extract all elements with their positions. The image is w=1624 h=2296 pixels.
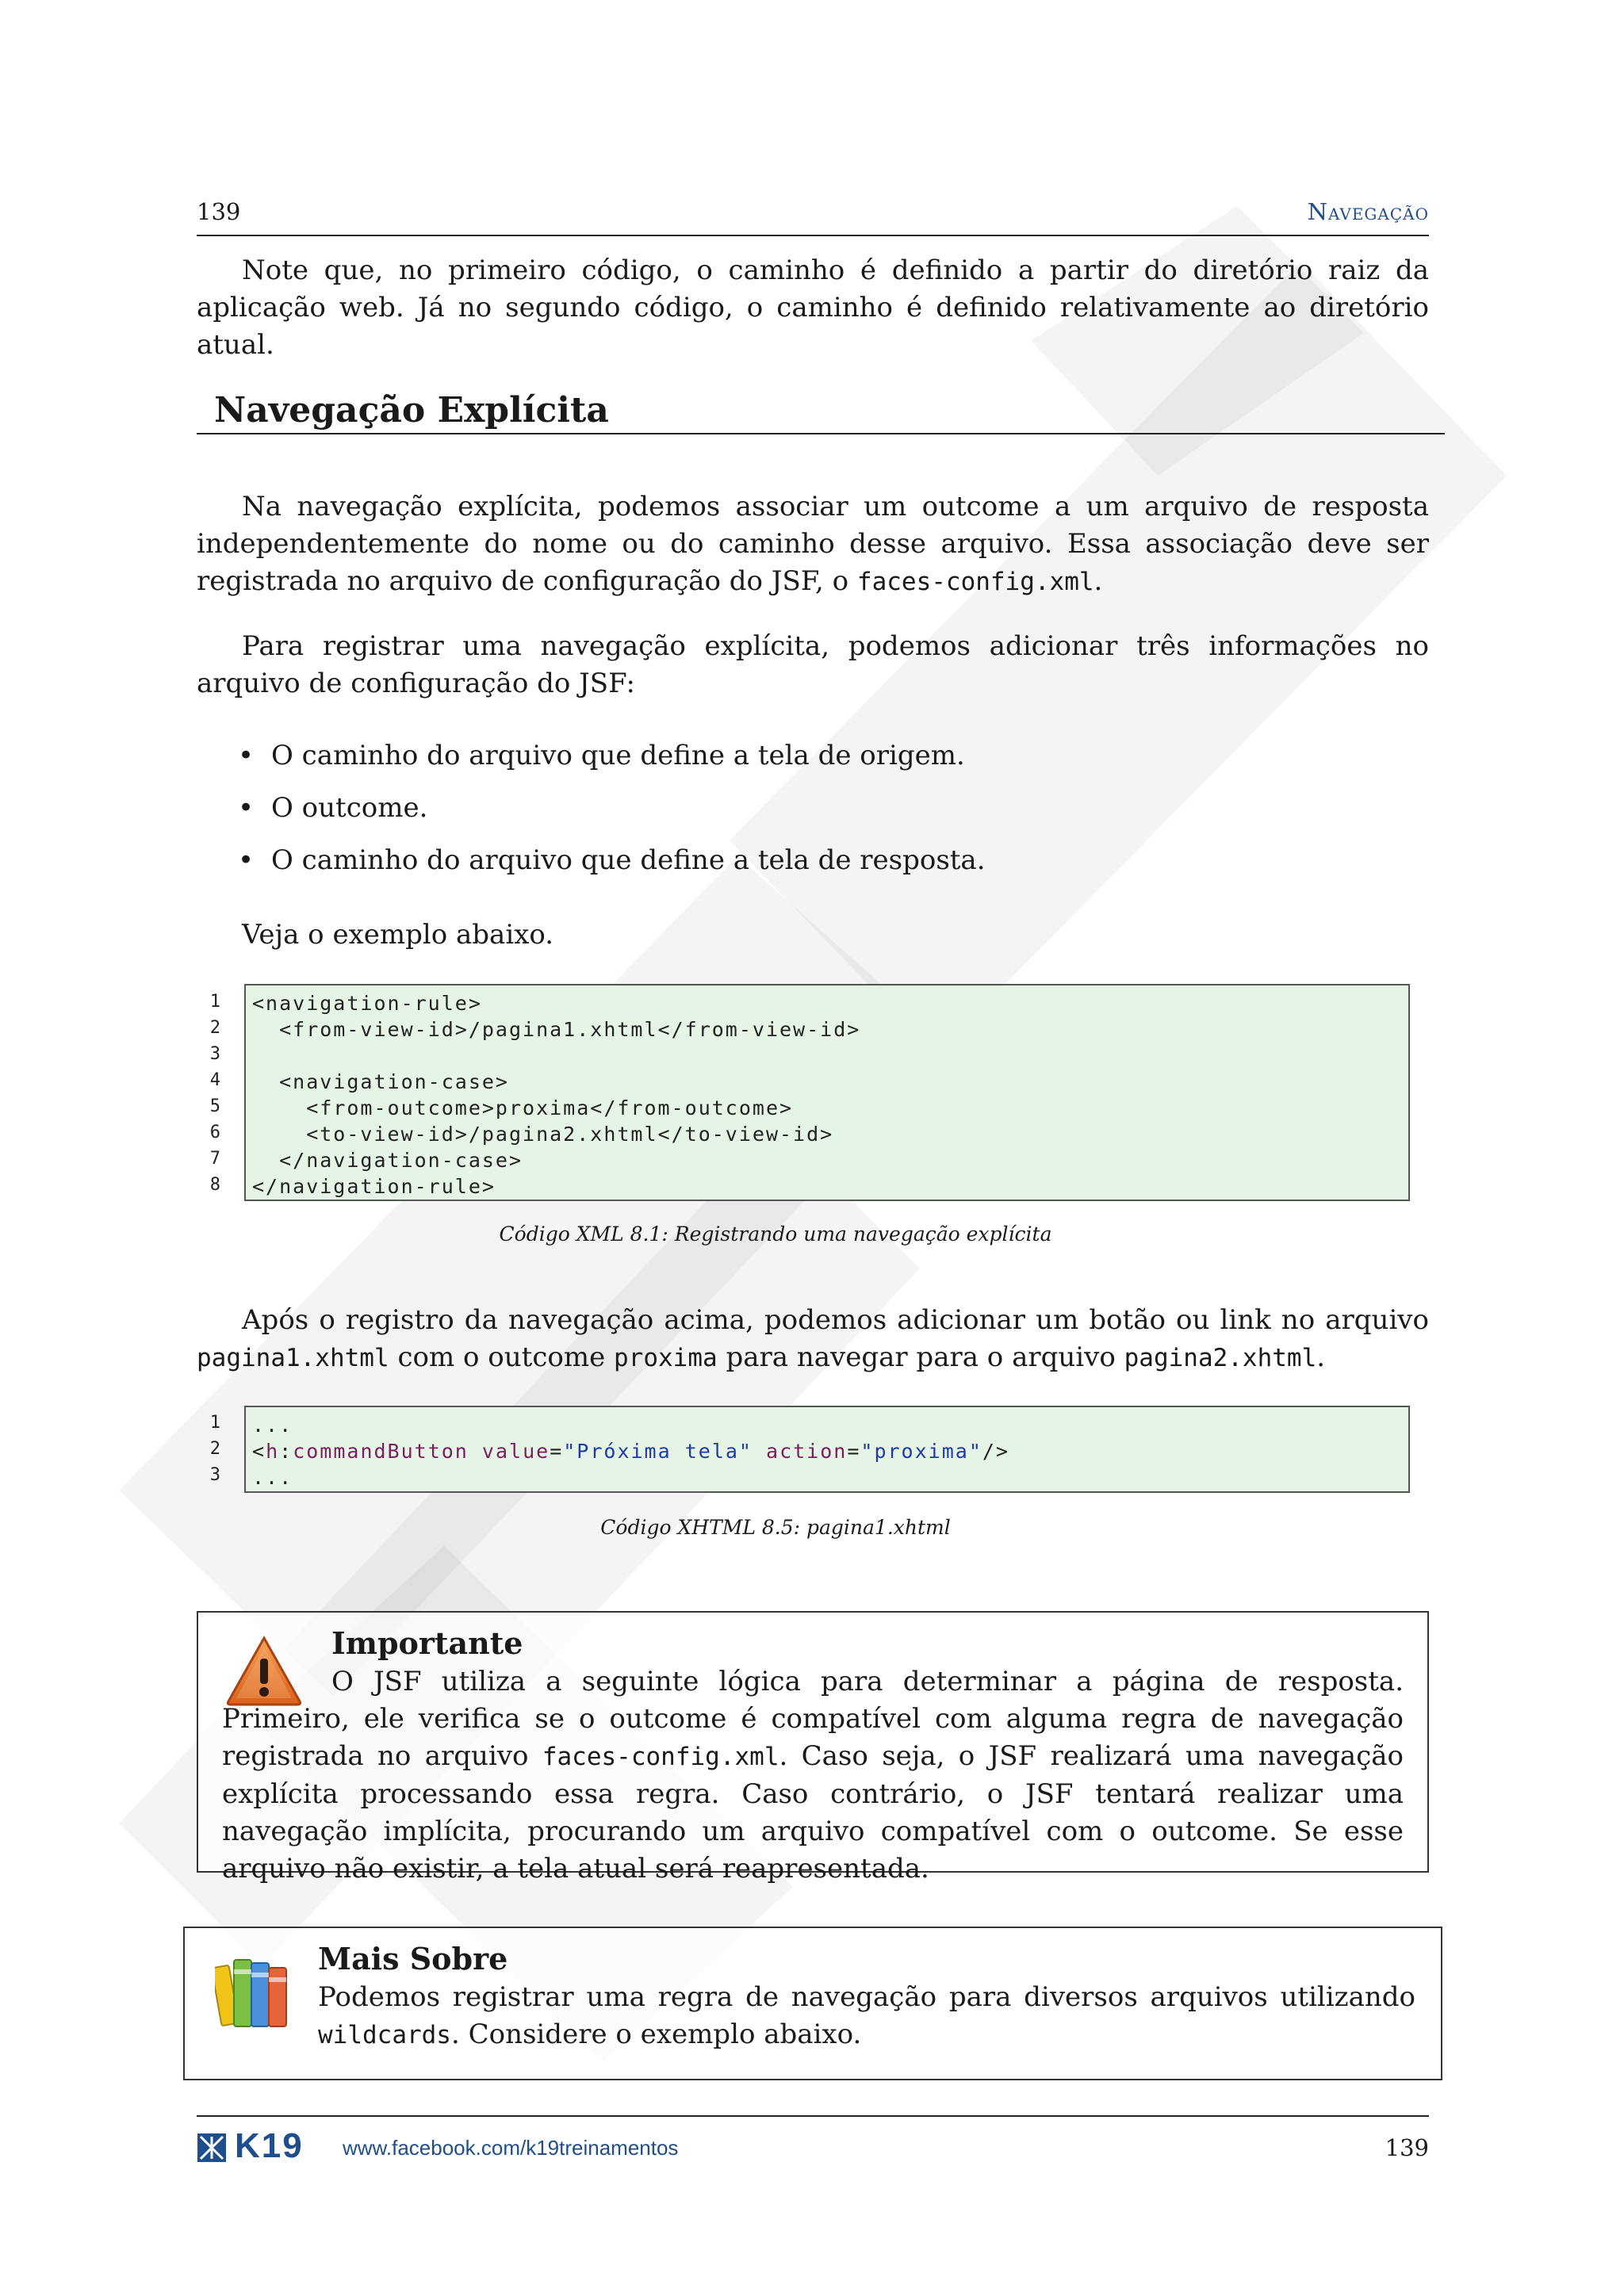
code-line: </navigation-rule>: [252, 1175, 496, 1198]
code-listing-xml: [244, 984, 1410, 1201]
p4-code-1: pagina1.xhtml: [197, 1344, 389, 1372]
p4-text-1: Após o registro da navegação acima, podemos adicionar um botão ou link no arquivo: [242, 1304, 1429, 1336]
attr-value-name: value: [481, 1440, 550, 1463]
p1-code: faces-config.xml: [856, 568, 1094, 596]
line-number: 4: [209, 1070, 220, 1090]
page-footer: [197, 2115, 1429, 2180]
code2-line-numbers: [197, 1410, 220, 1488]
code-line: <navigation-case>: [252, 1070, 509, 1093]
code-line: </navigation-case>: [252, 1149, 523, 1172]
important-text-1: O JSF utiliza a seguinte lógica para determinar a página de resposta. Primeiro, ele verifica se o outcome é compatível com alguma regra de navegação registrada no arquivo: [222, 1666, 1404, 1772]
attr-equals: =: [550, 1440, 564, 1463]
line-number: 2: [209, 1018, 220, 1038]
k19-logo-icon: [197, 2133, 227, 2163]
paragraph-explicit-navigation: [197, 488, 1429, 601]
p1-text: Na navegação explícita, podemos associar um outcome a um arquivo de resposta independentemente do nome ou do caminho desse arquivo. Essa associação deve ser registrada no arquivo de configuração do JSF, o: [197, 491, 1429, 597]
important-text: [222, 1663, 1404, 1888]
code-line: <to-view-id>/pagina2.xhtml</to-view-id>: [252, 1123, 834, 1146]
code2-body: [246, 1407, 1408, 1490]
running-header: [197, 198, 1429, 236]
p4-text-2: com o outcome: [389, 1341, 614, 1373]
more-about-callout: [183, 1927, 1442, 2080]
tag-name: commandButton: [293, 1440, 469, 1463]
attr-action-string: "proxima": [860, 1440, 982, 1463]
intro-paragraph: Note que, no primeiro código, o caminho é definido a partir do diretório raiz da aplicação web. Já no segundo código, o caminho é definido relativamente ao diretório atual.: [197, 254, 1429, 361]
header-page-number: 139: [197, 198, 241, 225]
important-title: Importante: [331, 1625, 523, 1661]
tag-colon: :: [279, 1440, 293, 1463]
line-number: 6: [209, 1123, 220, 1142]
k19-logo-text: K19: [235, 2126, 304, 2165]
p4-text-3: para navegar para o arquivo: [717, 1341, 1124, 1373]
more-text-1: Podemos registrar uma regra de navegação para diversos arquivos utilizando: [318, 1981, 1415, 2013]
tag-close: />: [982, 1440, 1009, 1463]
footer-page-number: 139: [1385, 2134, 1429, 2161]
line-number: 2: [209, 1439, 220, 1459]
line-number: 3: [209, 1044, 220, 1064]
tag-open: <: [252, 1440, 266, 1463]
line-number: 5: [209, 1096, 220, 1116]
paragraph-after-register: [197, 1302, 1429, 1377]
code-line: <from-view-id>/pagina1.xhtml</from-view-id>: [252, 1018, 861, 1041]
attr-value-string: "Próxima tela": [563, 1440, 753, 1463]
paragraph-example: Veja o exemplo abaixo.: [242, 919, 554, 951]
p4-code-2: proxima: [614, 1344, 718, 1372]
bullet-item: • O caminho do arquivo que define a tela de origem.: [238, 737, 1411, 790]
line-number: 7: [209, 1149, 220, 1169]
code1-body: [246, 985, 1408, 1200]
attr-action-name: action: [766, 1440, 848, 1463]
code-line: <navigation-rule>: [252, 992, 482, 1015]
tag-prefix: h: [266, 1440, 280, 1463]
code-line: ...: [252, 1414, 293, 1437]
important-callout: [197, 1611, 1429, 1885]
important-text-2: . Caso seja, o JSF realizará uma navegação explícita processando essa regra. Caso contrário, o JSF tentará realizar uma navegação implícita, procurando um arquivo compatível com o outcome. Se esse arquivo não existir, a tela atual será reapresentada.: [222, 1740, 1404, 1885]
section-heading: [197, 390, 1445, 434]
code-listing-xhtml: [244, 1406, 1410, 1493]
bullet-item: • O caminho do arquivo que define a tela de resposta.: [238, 842, 1411, 894]
more-code: wildcards: [318, 2021, 451, 2049]
more-about-title: Mais Sobre: [318, 1941, 508, 1976]
line-number: 1: [209, 1413, 220, 1433]
p4-code-3: pagina2.xhtml: [1124, 1344, 1317, 1372]
line-number: 3: [209, 1465, 220, 1485]
bullet-list: [238, 737, 1411, 894]
more-about-text: [318, 1979, 1415, 2054]
line-number: 8: [209, 1175, 220, 1195]
p4-text-4: .: [1316, 1341, 1326, 1373]
header-chapter-title: Navegação: [1307, 198, 1429, 225]
more-text-2: . Considere o exemplo abaixo.: [450, 2019, 862, 2050]
important-code: faces-config.xml: [542, 1743, 779, 1771]
attr-equals: =: [847, 1440, 861, 1463]
line-number: 1: [209, 992, 220, 1012]
paragraph-register: Para registrar uma navegação explícita, podemos adicionar três informações no arquivo de configuração do JSF:: [197, 630, 1429, 699]
code1-caption: Código XML 8.1: Registrando uma navegação explícita: [499, 1223, 1052, 1246]
books-icon: [215, 1950, 289, 2033]
footer-url-link[interactable]: www.facebook.com/k19treinamentos: [343, 2136, 679, 2160]
code-line: ...: [252, 1466, 293, 1489]
section-title: Navegação Explícita: [214, 390, 609, 430]
p1-end: .: [1094, 565, 1103, 597]
bullet-item: • O outcome.: [238, 790, 1411, 842]
code-line: [252, 1440, 1009, 1463]
code2-caption: Código XHTML 8.5: pagina1.xhtml: [600, 1516, 951, 1539]
code-line: <from-outcome>proxima</from-outcome>: [252, 1096, 794, 1119]
code1-line-numbers: [197, 989, 220, 1198]
